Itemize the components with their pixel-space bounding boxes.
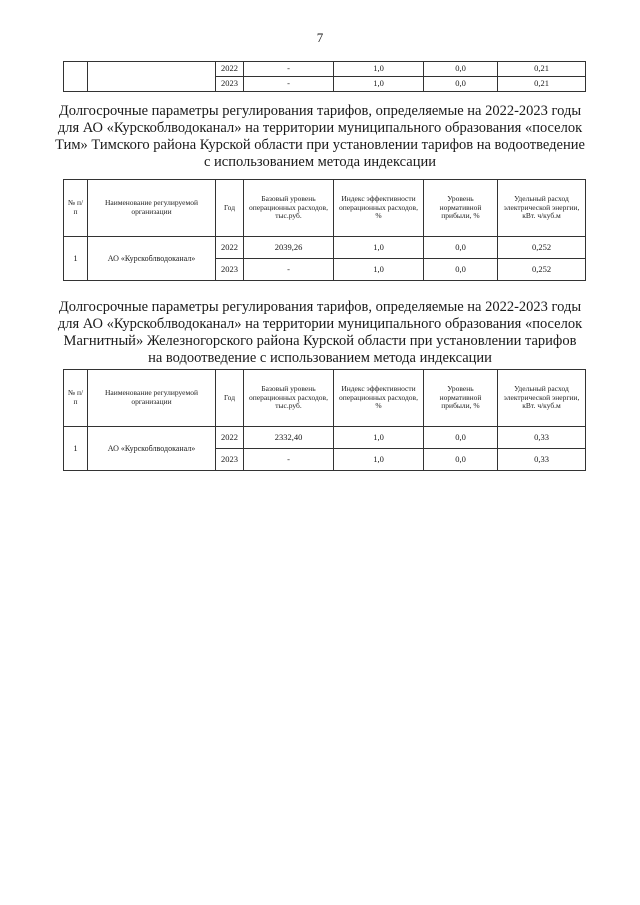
table-row (64, 62, 586, 77)
column-header-profit: Уровень нормативной прибыли, % (424, 370, 498, 427)
profit-level-cell: 0,0 (424, 427, 498, 449)
organization-cell: АО «Курскоблводоканал» (88, 237, 216, 281)
year-cell: 2022 (216, 237, 244, 259)
energy-consumption-cell: 0,252 (498, 237, 586, 259)
page-number: 7 (316, 30, 324, 45)
table-row (64, 237, 586, 259)
base-cost-cell: 2332,40 (244, 427, 334, 449)
column-header-num: № п/п (64, 370, 88, 427)
year-cell: 2023 (216, 449, 244, 471)
profit-level-cell: 0,0 (424, 62, 498, 77)
base-cost-cell: - (244, 62, 334, 77)
efficiency-index-cell: 1,0 (334, 449, 424, 471)
table-cell (88, 62, 216, 92)
table-row (64, 427, 586, 449)
efficiency-index-cell: 1,0 (334, 259, 424, 281)
base-cost-cell: - (244, 449, 334, 471)
table-header-row (64, 370, 586, 427)
profit-level-cell: 0,0 (424, 449, 498, 471)
column-header-profit: Уровень нормативной прибыли, % (424, 180, 498, 237)
column-header-energy: Удельный расход электрической энергии, кВт. ч/куб.м (498, 370, 586, 427)
column-header-base: Базовый уровень операционных расходов, тыс.руб. (244, 370, 334, 427)
column-header-energy: Удельный расход электрической энергии, кВт. ч/куб.м (498, 180, 586, 237)
efficiency-index-cell: 1,0 (334, 77, 424, 92)
energy-consumption-cell: 0,33 (498, 449, 586, 471)
energy-consumption-cell: 0,252 (498, 259, 586, 281)
section-heading: Долгосрочные параметры регулирования тарифов, определяемые на 2022-2023 годы для АО «Курскоблводоканал» на территории муниципального образования «поселок Тим» Тимского района Курской области при установлении тарифов на водоотведение с использованием метода индексации (55, 103, 585, 170)
column-header-index: Индекс эффективности операционных расходов, % (334, 180, 424, 237)
year-cell: 2022 (216, 62, 244, 77)
profit-level-cell: 0,0 (424, 237, 498, 259)
column-header-org: Наименование регулируемой организации (88, 370, 216, 427)
base-cost-cell: - (244, 259, 334, 281)
table-cell (64, 62, 88, 92)
efficiency-index-cell: 1,0 (334, 62, 424, 77)
continuation-table (63, 61, 586, 92)
efficiency-index-cell: 1,0 (334, 237, 424, 259)
table-header-row (64, 180, 586, 237)
tariff-parameters-table (63, 179, 586, 281)
energy-consumption-cell: 0,21 (498, 77, 586, 92)
column-header-year: Год (216, 180, 244, 237)
row-number-cell: 1 (64, 427, 88, 471)
organization-cell: АО «Курскоблводоканал» (88, 427, 216, 471)
base-cost-cell: - (244, 77, 334, 92)
base-cost-cell: 2039,26 (244, 237, 334, 259)
section-heading: Долгосрочные параметры регулирования тарифов, определяемые на 2022-2023 годы для АО «Курскоблводоканал» на территории муниципального образования «поселок Магнитный» Железногорского района Курской области при установлении тарифов на водоотведение с использованием метода индексации (57, 299, 583, 366)
energy-consumption-cell: 0,21 (498, 62, 586, 77)
column-header-year: Год (216, 370, 244, 427)
year-cell: 2023 (216, 77, 244, 92)
column-header-index: Индекс эффективности операционных расходов, % (334, 370, 424, 427)
column-header-base: Базовый уровень операционных расходов, тыс.руб. (244, 180, 334, 237)
column-header-org: Наименование регулируемой организации (88, 180, 216, 237)
column-header-num: № п/п (64, 180, 88, 237)
energy-consumption-cell: 0,33 (498, 427, 586, 449)
row-number-cell: 1 (64, 237, 88, 281)
profit-level-cell: 0,0 (424, 77, 498, 92)
year-cell: 2023 (216, 259, 244, 281)
tariff-parameters-table (63, 369, 586, 471)
profit-level-cell: 0,0 (424, 259, 498, 281)
year-cell: 2022 (216, 427, 244, 449)
efficiency-index-cell: 1,0 (334, 427, 424, 449)
